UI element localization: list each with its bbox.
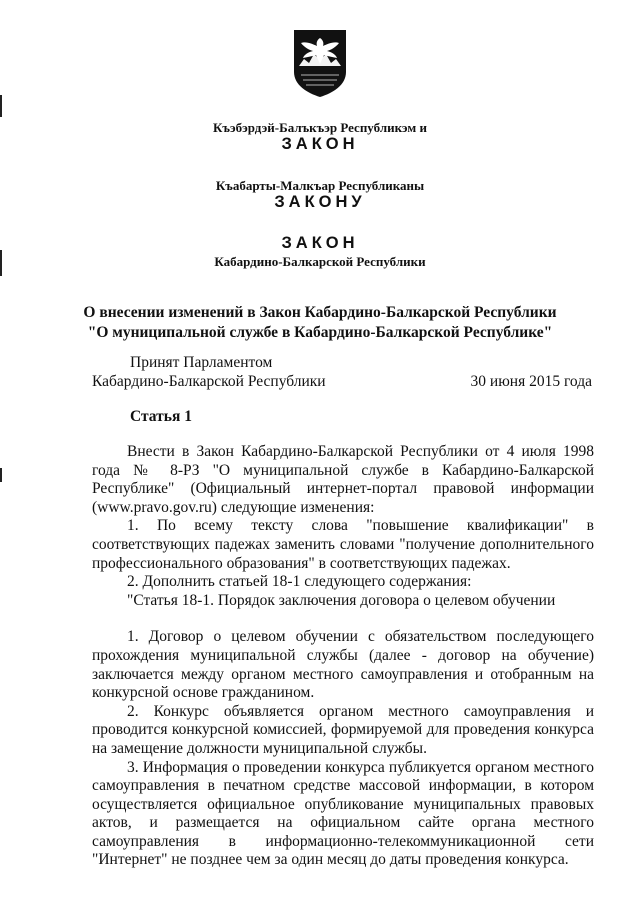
scan-edge-mark bbox=[0, 95, 2, 117]
republic-name-russian: Кабардино-Балкарской Республики bbox=[214, 254, 426, 269]
article-body bbox=[92, 443, 594, 870]
adoption-date: 30 июня 2015 года bbox=[470, 373, 592, 390]
article-paragraph: "Статья 18-1. Порядок заключения договора о целевом обучении bbox=[127, 591, 556, 609]
emblem-container bbox=[0, 28, 640, 98]
law-word-balkar: ЗАКОНУ bbox=[274, 193, 366, 211]
adoption-line-2: Кабардино-Балкарской Республики bbox=[92, 373, 326, 390]
article-paragraph: Внести в Закон Кабардино-Балкарской Республики от 4 июля 1998 года № 8-РЗ "О муниципальной службе в Кабардино-Балкарской Республике" (Официальный интернет-портал правовой информации (www.pravo.gov.ru) следующие изменения: bbox=[92, 443, 594, 516]
law-word-kabardian: ЗАКОН bbox=[281, 135, 359, 153]
law-title-line-1: О внесении изменений в Закон Кабардино-Балкарской Республики bbox=[83, 304, 557, 321]
law-title-line-2: "О муниципальной службе в Кабардино-Балкарской Республике" bbox=[87, 324, 553, 341]
article-paragraph: 1. По всему тексту слова "повышение квалификации" в соответствующих падежах заменить словами "получение дополнительного профессионального образования" в соответствующих падежах. bbox=[92, 517, 594, 572]
article-paragraph: 2. Конкурс объявляется органом местного самоуправления и проводится конкурсной комиссией, формируемой для проведения конкурса на замещение должности муниципальной службы. bbox=[92, 702, 594, 757]
scan-edge-mark bbox=[0, 468, 2, 482]
article-paragraph: 3. Информация о проведении конкурса публикуется органом местного самоуправления в печатном средстве массовой информации, в котором осуществляется официальное опубликование муниципальных правовых актов, и размещается на официальном сайте органа местного самоуправления в информационно-телекоммуникационной сети "Интернет" не позднее чем за один месяц до даты проведения конкурса. bbox=[92, 758, 594, 869]
article-paragraph: 1. Договор о целевом обучении с обязательством последующего прохождения муниципальной службы (далее - договор на обучение) заключается между органом местного самоуправления и отобранным на конкурсной основе гражданином. bbox=[92, 628, 594, 702]
republic-name-kabardian: Къэбэрдэй-Балъкъэр Республикэм и bbox=[212, 120, 428, 135]
law-word-russian: ЗАКОН bbox=[281, 234, 359, 252]
article-heading: Статья 1 bbox=[130, 408, 192, 425]
republic-name-balkar: Къабарты-Малкъар Республиканы bbox=[215, 178, 425, 193]
coat-of-arms-emblem-icon bbox=[291, 28, 349, 98]
article-paragraph: 2. Дополнить статьей 18-1 следующего содержания: bbox=[127, 573, 472, 591]
adoption-line-1: Принят Парламентом bbox=[130, 354, 273, 371]
